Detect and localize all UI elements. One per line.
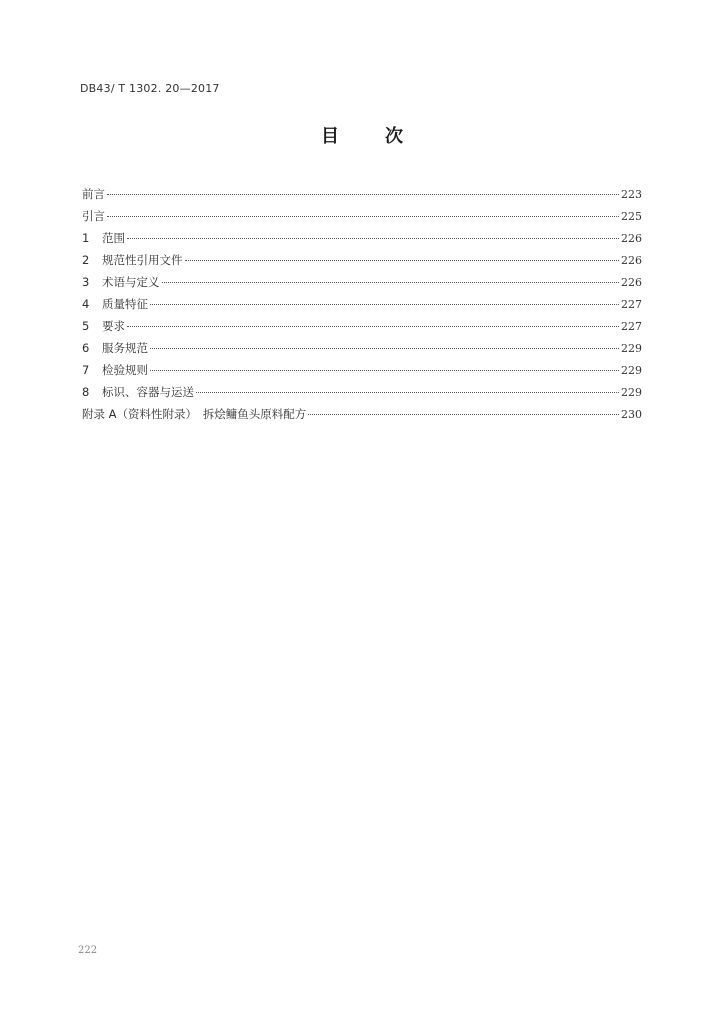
toc-entry-label: 要求 [102, 319, 125, 333]
toc-entry-page: 226 [621, 276, 642, 289]
toc-entry-number: 7 [82, 363, 90, 377]
toc-entry-label: 检验规则 [102, 363, 148, 377]
toc-entry-labeling-containers-delivery[interactable] [82, 384, 642, 406]
toc-entry-number: 2 [82, 253, 90, 267]
toc-entry-page: 229 [621, 386, 642, 399]
dot-leader [308, 414, 619, 415]
toc-entry-label: 服务规范 [102, 341, 148, 355]
toc-entry-terms-definitions[interactable] [82, 274, 642, 296]
toc-entry-page: 226 [621, 232, 642, 245]
toc-entry-page: 227 [621, 298, 642, 311]
toc-entry-label: 引言 [82, 209, 105, 223]
toc-entry-label: 规范性引用文件 [102, 253, 183, 267]
toc-entry-page: 223 [621, 188, 642, 201]
toc-entry-quality-features[interactable] [82, 296, 642, 318]
standard-code-header: DB43/ T 1302. 20—2017 [80, 82, 220, 95]
toc-entry-normative-references[interactable] [82, 252, 642, 274]
dot-leader [127, 326, 619, 327]
toc-entry-number: 6 [82, 341, 90, 355]
table-of-contents [82, 186, 642, 428]
title-char-1: 目 [321, 126, 339, 147]
dot-leader [162, 282, 620, 283]
dot-leader [150, 348, 619, 349]
page-title [0, 122, 724, 148]
dot-leader [150, 304, 619, 305]
toc-entry-page: 230 [621, 408, 642, 421]
toc-entry-page: 229 [621, 342, 642, 355]
toc-entry-label: 范围 [102, 231, 125, 245]
toc-entry-page: 226 [621, 254, 642, 267]
toc-entry-label: 术语与定义 [102, 275, 160, 289]
dot-leader [127, 238, 619, 239]
dot-leader [107, 194, 619, 195]
title-char-2: 次 [385, 126, 403, 147]
toc-entry-label: 标识、容器与运送 [102, 385, 194, 399]
dot-leader [196, 392, 619, 393]
dot-leader [107, 216, 619, 217]
toc-entry-page: 225 [621, 210, 642, 223]
toc-entry-service-specification[interactable] [82, 340, 642, 362]
toc-entry-page: 229 [621, 364, 642, 377]
toc-entry-label: 质量特征 [102, 297, 148, 311]
toc-entry-foreword[interactable] [82, 186, 642, 208]
dot-leader [185, 260, 620, 261]
toc-entry-label: 附录 A（资料性附录） 拆烩鳙鱼头原料配方 [82, 407, 307, 421]
toc-entry-scope[interactable] [82, 230, 642, 252]
toc-entry-page: 227 [621, 320, 642, 333]
toc-entry-inspection-rules[interactable] [82, 362, 642, 384]
dot-leader [150, 370, 619, 371]
toc-entry-number: 4 [82, 297, 90, 311]
toc-entry-requirements[interactable] [82, 318, 642, 340]
toc-entry-number: 5 [82, 319, 90, 333]
page-number: 222 [78, 945, 98, 956]
toc-entry-number: 1 [82, 231, 90, 245]
toc-entry-appendix-a[interactable] [82, 406, 642, 428]
toc-entry-introduction[interactable] [82, 208, 642, 230]
toc-entry-number: 3 [82, 275, 90, 289]
toc-entry-label: 前言 [82, 187, 105, 201]
toc-entry-number: 8 [82, 385, 90, 399]
